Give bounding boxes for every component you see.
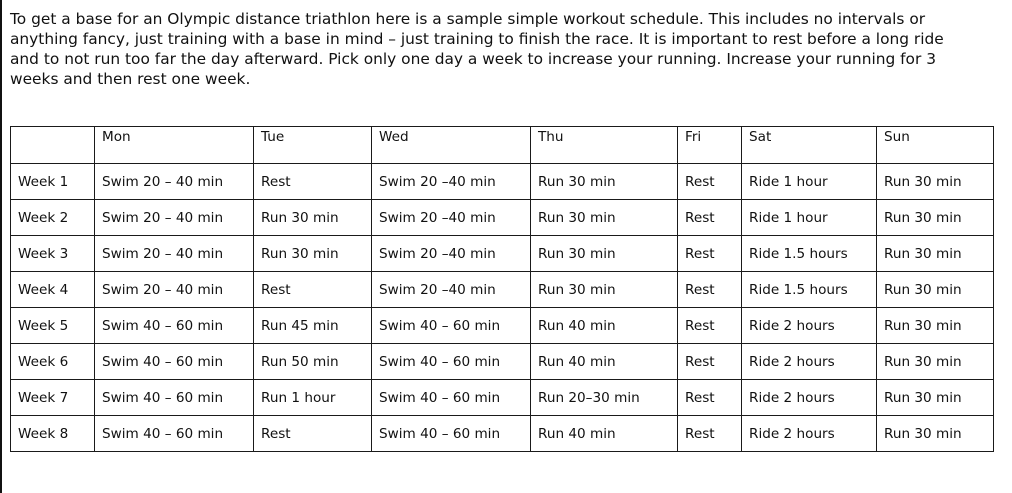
- cell-sat: Ride 2 hours: [742, 308, 877, 344]
- cell-tue: Rest: [254, 272, 372, 308]
- cell-mon: Swim 40 – 60 min: [95, 344, 254, 380]
- intro-line: and to not run too far the day afterward. Pick only one day a week to increase your running. Increase your running for 3: [10, 50, 936, 68]
- cell-sat: Ride 1.5 hours: [742, 236, 877, 272]
- cell-thu: Run 30 min: [531, 236, 678, 272]
- cell-fri: Rest: [678, 272, 742, 308]
- cell-tue: Run 50 min: [254, 344, 372, 380]
- cell-fri: Rest: [678, 200, 742, 236]
- cell-thu: Run 40 min: [531, 416, 678, 452]
- cell-tue: Run 1 hour: [254, 380, 372, 416]
- week-label-cell: Week 6: [11, 344, 95, 380]
- table-row: [11, 344, 994, 380]
- cell-fri: Rest: [678, 164, 742, 200]
- intro-line: anything fancy, just training with a base in mind – just training to finish the race. It is important to rest before a long ride: [10, 30, 944, 48]
- cell-thu: Run 40 min: [531, 344, 678, 380]
- table-header-row: [11, 127, 994, 164]
- table-row: [11, 380, 994, 416]
- cell-mon: Swim 20 – 40 min: [95, 236, 254, 272]
- cell-sun: Run 30 min: [877, 236, 994, 272]
- cell-wed: Swim 40 – 60 min: [372, 416, 531, 452]
- cell-wed: Swim 20 –40 min: [372, 236, 531, 272]
- cell-sat: Ride 2 hours: [742, 344, 877, 380]
- cell-sat: Ride 1 hour: [742, 200, 877, 236]
- cell-sat: Ride 2 hours: [742, 380, 877, 416]
- cell-thu: Run 40 min: [531, 308, 678, 344]
- cell-sun: Run 30 min: [877, 344, 994, 380]
- cell-thu: Run 30 min: [531, 164, 678, 200]
- header-cell-sat: Sat: [742, 127, 877, 164]
- cell-sun: Run 30 min: [877, 308, 994, 344]
- cell-sun: Run 30 min: [877, 416, 994, 452]
- intro-paragraph: [10, 9, 1010, 89]
- cell-tue: Rest: [254, 164, 372, 200]
- cell-fri: Rest: [678, 344, 742, 380]
- cell-mon: Swim 20 – 40 min: [95, 272, 254, 308]
- cell-thu: Run 30 min: [531, 272, 678, 308]
- cell-tue: Run 30 min: [254, 200, 372, 236]
- cell-wed: Swim 40 – 60 min: [372, 344, 531, 380]
- header-cell-thu: Thu: [531, 127, 678, 164]
- header-cell-corner: [11, 127, 95, 164]
- cell-wed: Swim 40 – 60 min: [372, 308, 531, 344]
- cell-fri: Rest: [678, 308, 742, 344]
- header-cell-mon: Mon: [95, 127, 254, 164]
- cell-sat: Ride 2 hours: [742, 416, 877, 452]
- cell-tue: Rest: [254, 416, 372, 452]
- week-label-cell: Week 8: [11, 416, 95, 452]
- cell-mon: Swim 40 – 60 min: [95, 416, 254, 452]
- cell-sun: Run 30 min: [877, 272, 994, 308]
- week-label-cell: Week 1: [11, 164, 95, 200]
- table-row: [11, 272, 994, 308]
- table-body: [11, 164, 994, 452]
- header-cell-wed: Wed: [372, 127, 531, 164]
- cell-sat: Ride 1.5 hours: [742, 272, 877, 308]
- table-row: [11, 236, 994, 272]
- cell-wed: Swim 20 –40 min: [372, 200, 531, 236]
- workout-schedule-table: [10, 126, 994, 452]
- intro-line: weeks and then rest one week.: [10, 70, 251, 88]
- week-label-cell: Week 2: [11, 200, 95, 236]
- intro-line: To get a base for an Olympic distance triathlon here is a sample simple workout schedule. This includes no intervals or: [10, 10, 926, 28]
- page-left-border: [0, 0, 2, 493]
- cell-mon: Swim 20 – 40 min: [95, 164, 254, 200]
- cell-sat: Ride 1 hour: [742, 164, 877, 200]
- cell-mon: Swim 40 – 60 min: [95, 380, 254, 416]
- table-row: [11, 416, 994, 452]
- week-label-cell: Week 7: [11, 380, 95, 416]
- cell-sun: Run 30 min: [877, 200, 994, 236]
- cell-wed: Swim 20 –40 min: [372, 164, 531, 200]
- cell-wed: Swim 20 –40 min: [372, 272, 531, 308]
- cell-wed: Swim 40 – 60 min: [372, 380, 531, 416]
- header-cell-sun: Sun: [877, 127, 994, 164]
- week-label-cell: Week 5: [11, 308, 95, 344]
- cell-mon: Swim 40 – 60 min: [95, 308, 254, 344]
- table-row: [11, 164, 994, 200]
- table-row: [11, 308, 994, 344]
- cell-mon: Swim 20 – 40 min: [95, 200, 254, 236]
- week-label-cell: Week 4: [11, 272, 95, 308]
- cell-thu: Run 20–30 min: [531, 380, 678, 416]
- week-label-cell: Week 3: [11, 236, 95, 272]
- cell-fri: Rest: [678, 416, 742, 452]
- cell-thu: Run 30 min: [531, 200, 678, 236]
- table-row: [11, 200, 994, 236]
- cell-tue: Run 45 min: [254, 308, 372, 344]
- cell-fri: Rest: [678, 236, 742, 272]
- header-cell-fri: Fri: [678, 127, 742, 164]
- cell-fri: Rest: [678, 380, 742, 416]
- header-cell-tue: Tue: [254, 127, 372, 164]
- cell-sun: Run 30 min: [877, 164, 994, 200]
- cell-tue: Run 30 min: [254, 236, 372, 272]
- cell-sun: Run 30 min: [877, 380, 994, 416]
